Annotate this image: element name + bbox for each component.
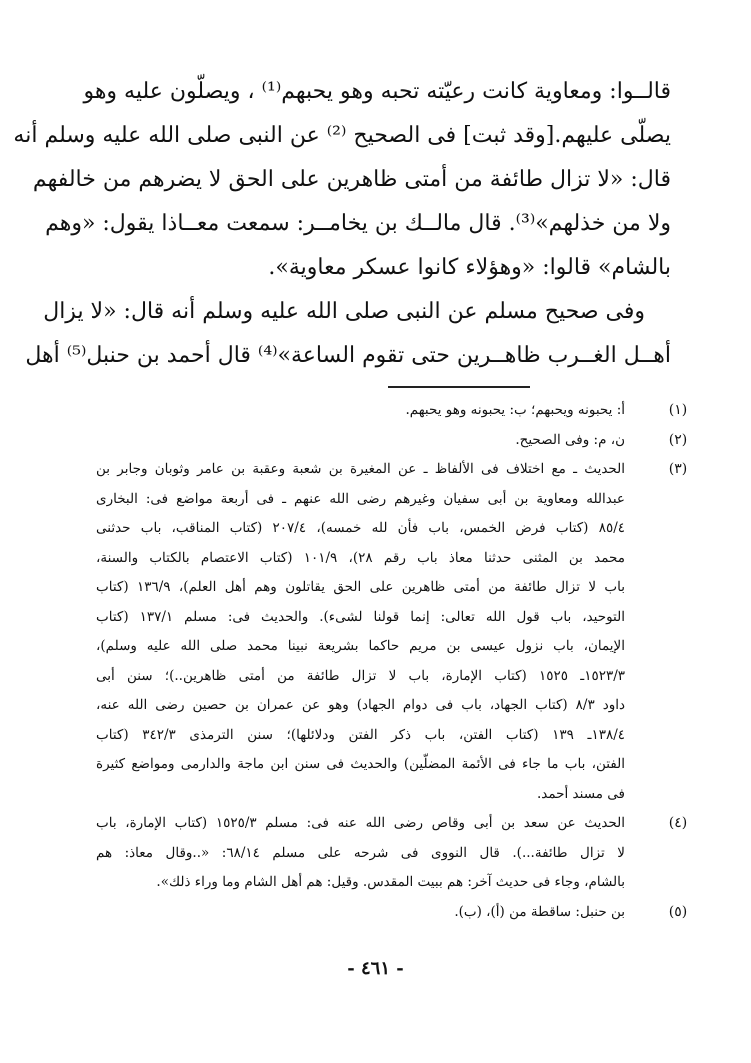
footnote-line: ١٥٢٣/٣ـ ١٥٢٥ (كتاب الإمارة، باب لا تزال طائفة من أمتى ظاهرين..)؛ سنن أبى — [96, 667, 625, 684]
main-text — [13, 70, 671, 378]
main-text-line: أهــل الغــرب ظاهــرين حتى تقوم الساعة»⁽⁴⁾ قال أحمد بن حنبل⁽⁵⁾ أهل — [25, 343, 671, 368]
footnote-line: الفتن، باب ما جاء فى الأئمة المضلّين) والحديث فى سنن ابن ماجة والدارمى ومواضع كثيرة — [96, 756, 625, 772]
footnote-line: محمد بن المثنى حدثنا معاذ باب رقم ٢٨)، ١٠١/٩ (كتاب الاعتصام بالكتاب والسنة، — [96, 549, 625, 566]
footnote-line: ١٣٨/٤ـ ١٣٩ (كتاب الفتن، باب ذكر الفتن ودلائلها)؛ سنن الترمذى ٣٤٢/٣ (كتاب — [96, 726, 626, 743]
footnote-number: (١) — [668, 402, 688, 418]
footnote-3 — [96, 455, 705, 809]
main-text-line: يصلّى عليهم.[وقد ثبت] فى الصحيح ⁽²⁾ عن النبى صلى الله عليه وسلم أنه — [13, 123, 671, 148]
footnote-separator — [388, 386, 530, 388]
footnote-number: (٣) — [668, 461, 688, 477]
footnote-line: ن، م: وفى الصحيح. — [515, 431, 625, 448]
main-text-line: قالــوا: ومعاوية كانت رعيّته تحبه وهو يحبهم⁽¹⁾ ، ويصلّون عليه وهو — [83, 79, 671, 104]
footnote-number: (٤) — [668, 815, 688, 831]
footnote-line: التوحيد، باب قول الله تعالى: إنما قولنا لشىء). والحديث فى: مسلم ١٣٧/١ (كتاب — [96, 608, 625, 625]
footnote-4 — [96, 809, 705, 898]
main-text-line: ولا من خذلهم»⁽³⁾. قال مالــك بن يخامــر: سمعت معــاذا يقول: «وهم — [45, 211, 671, 236]
footnote-line: فى مسند أحمد. — [536, 785, 625, 802]
footnote-line: الإيمان، باب نزول عيسى بن مريم حاكما بشريعة نبينا محمد صلى الله عليه وسلم)، — [96, 638, 625, 654]
footnote-line: أ: يحبونه ويحبهم؛ ب: يحبونه وهو يحبهم. — [405, 402, 625, 418]
footnote-line: الحديث عن سعد بن أبى وقاص رضى الله عنه فى: مسلم ١٥٢٥/٣ (كتاب الإمارة، باب — [96, 815, 625, 831]
footnote-line: داود ٨/٣ (كتاب الجهاد، باب فى دوام الجهاد) وهو عن عمران بن حصين رضى الله عنه، — [96, 697, 625, 713]
footnote-2 — [96, 426, 705, 456]
footnote-number: (٥) — [668, 903, 688, 920]
footnote-line: عبدالله ومعاوية بن أبى سفيان وغيرهم رضى الله عنهم ـ فى أربعة مواضع فى: البخارى — [96, 490, 625, 507]
footnote-line: ٨٥/٤ (كتاب فرض الخمس، باب فأن لله خمسه)، ٢٠٧/٤ (كتاب المناقب، باب حدثنى — [96, 520, 625, 536]
footnote-line: لا تزال طائفة...). قال النووى فى شرحه على مسلم ٦٨/١٤: «..وقال معاذ: هم — [96, 844, 625, 861]
main-text-line: بالشام» قالوا: «وهؤلاء كانوا عسكر معاوية». — [268, 255, 671, 280]
footnotes — [96, 396, 705, 927]
footnote-number: (٢) — [668, 431, 688, 448]
footnote-line: بالشام، وجاء فى حديث آخر: هم ببيت المقدس. وقيل: هم أهل الشام وما وراء ذلك». — [156, 874, 625, 890]
footnote-line: باب لا تزال طائفة من أمتى ظاهرين على الحق يقاتلون وهم أهل العلم)، ١٣٦/٩ (كتاب — [96, 579, 625, 595]
main-text-line: قال: «لا تزال طائفة من أمتى ظاهرين على الحق لا يضرهم من خالفهم — [32, 167, 671, 192]
footnote-line: الحديث ـ مع اختلاف فى الألفاظ ـ عن المغيرة بن شعبة وعقبة بن عامر وثوبان وجابر بن — [96, 461, 625, 477]
footnote-5 — [96, 898, 705, 928]
main-text-line: وفى صحيح مسلم عن النبى صلى الله عليه وسلم أنه قال: «لا يزال — [43, 299, 645, 324]
page-number: - ٤٦١ - — [347, 958, 404, 979]
footnote-line: بن حنبل: ساقطة من (أ)، (ب). — [454, 903, 625, 920]
footnote-1 — [96, 396, 705, 426]
